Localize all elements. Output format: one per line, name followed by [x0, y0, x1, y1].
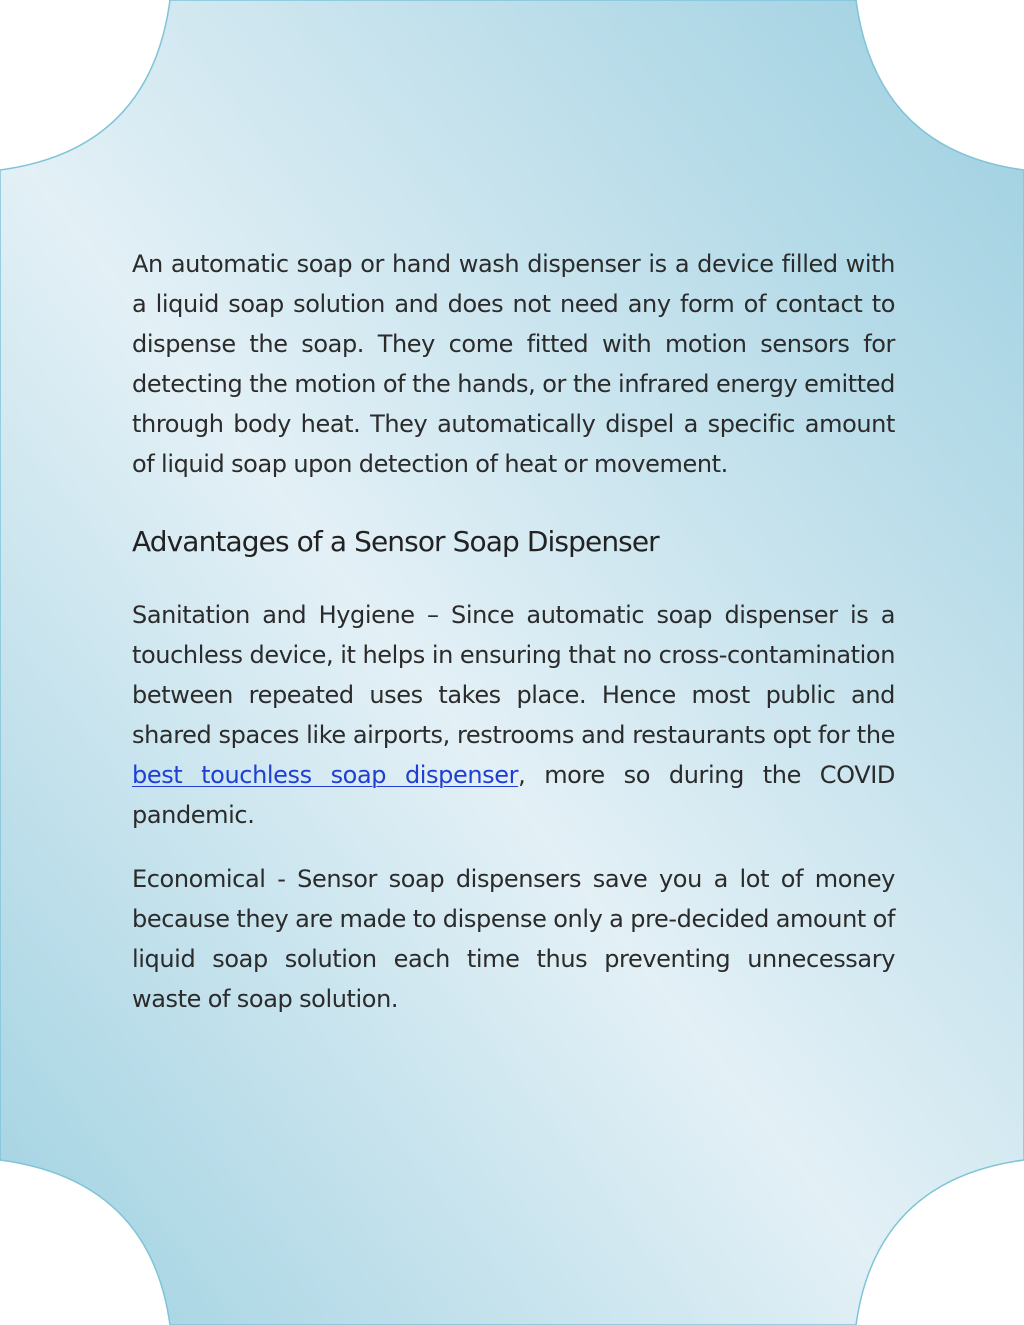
article-body [132, 244, 895, 1019]
sanitation-text-end: , more so during the COVID pandemic. [132, 761, 895, 829]
section-heading: Advantages of a Sensor Soap Dispenser [132, 525, 659, 558]
best-touchless-soap-dispenser-link[interactable]: best touchless soap dispenser [132, 761, 519, 789]
economical-paragraph: Economical - Sensor soap dispensers save you a lot of money because they are made to dispense only a pre-decided amount of liquid soap solution each time thus preventing unnecessary waste of soap solution. [132, 865, 895, 1013]
intro-paragraph: An automatic soap or hand wash dispenser is a device filled with a liquid soap solution and does not need any form of contact to dispense the soap. They come fitted with motion sensors for detecting the motion of the hands, or the infrared energy emitted through body heat. They automatically dispel a specific amount of liquid soap upon detection of heat or movement. [132, 250, 895, 478]
sanitation-text: Sanitation and Hygiene – Since automatic soap dispenser is a touchless device, it helps in ensuring that no cross-contamination between repeated uses takes place. Hence most public and shared spaces like airports, restrooms and restaurants opt for the [132, 601, 895, 749]
sanitation-paragraph [132, 595, 895, 835]
